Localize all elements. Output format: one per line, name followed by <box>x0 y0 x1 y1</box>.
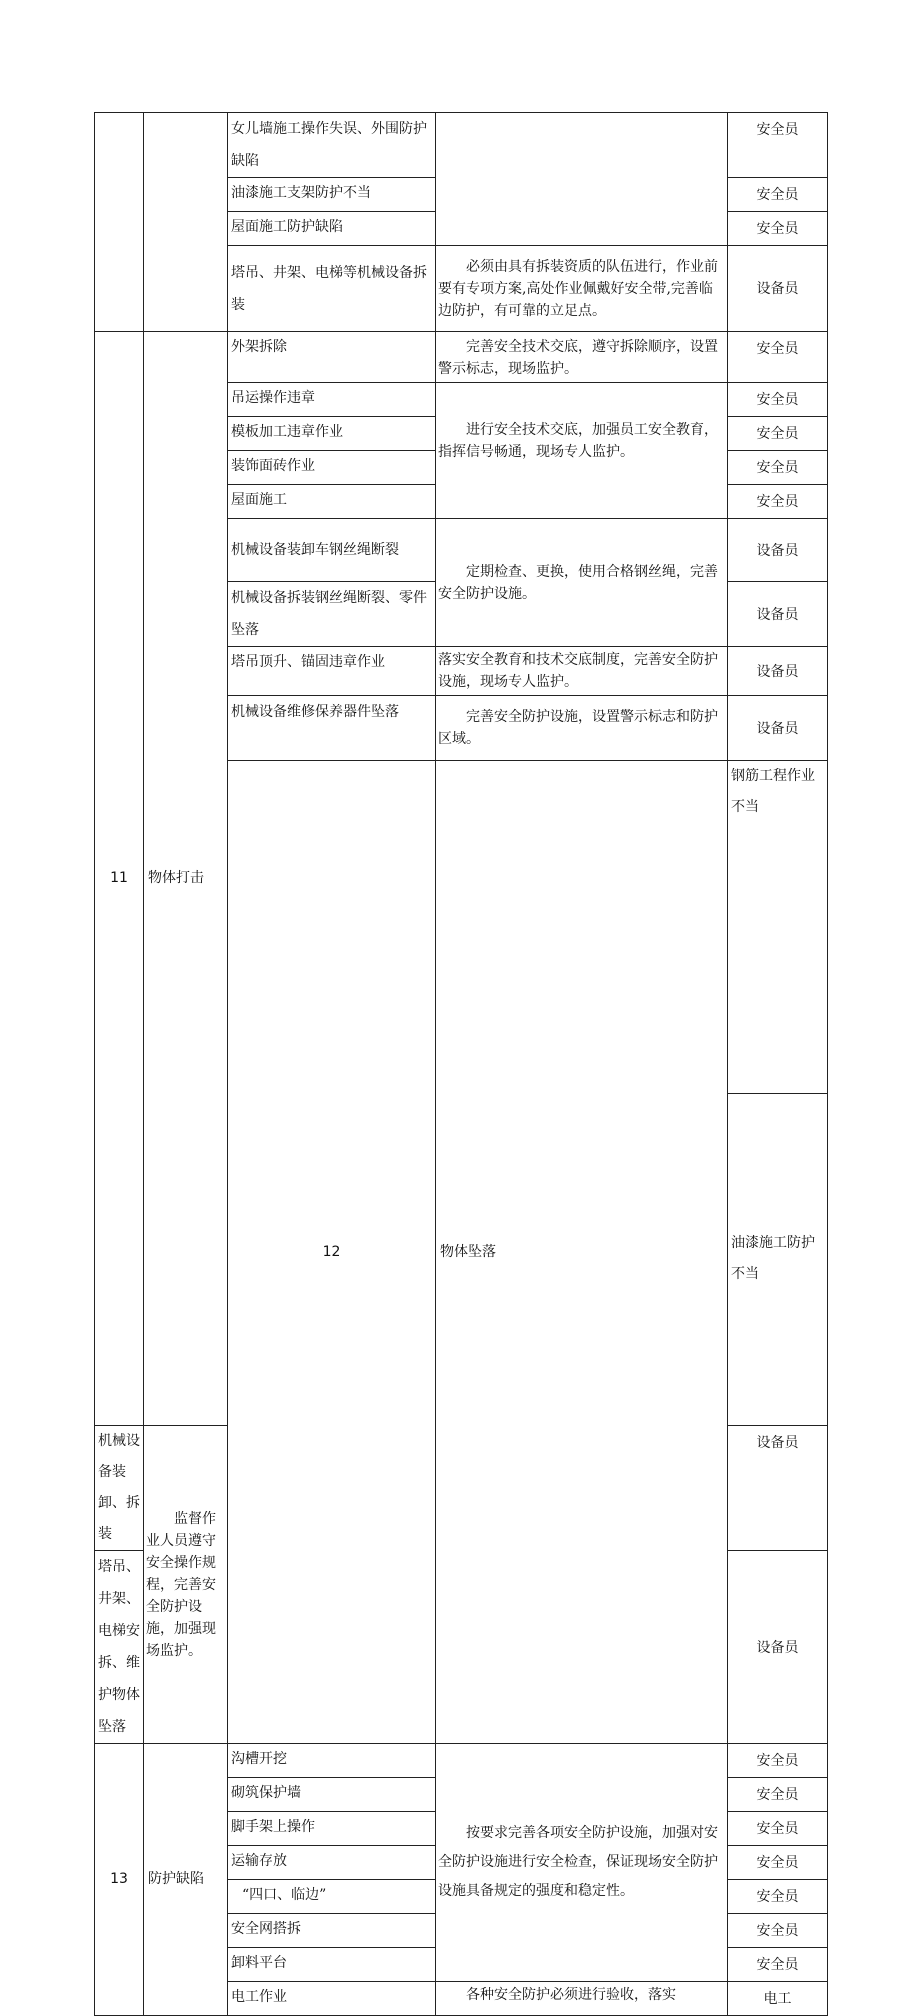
responsible-person: 安全员 <box>728 113 828 178</box>
category-cell <box>144 113 228 332</box>
hazard-item: 机械设备拆装钢丝绳断裂、零件坠落 <box>228 582 436 647</box>
hazard-item: 油漆施工防护不当 <box>728 1093 828 1426</box>
hazard-item: 运输存放 <box>228 1846 436 1880</box>
responsible-person: 设备员 <box>728 696 828 761</box>
control-measure: 落实安全教育和技术交底制度，完善安全防护设施，现场专人监护。 <box>436 647 728 696</box>
hazard-item: 机械设备装卸、拆装 <box>95 1426 144 1551</box>
responsible-person: 设备员 <box>728 1426 828 1551</box>
table-row <box>95 113 828 178</box>
hazard-item: 屋面施工防护缺陷 <box>228 212 436 246</box>
row-number: 13 <box>95 1744 144 2016</box>
responsible-person: 安全员 <box>728 332 828 383</box>
responsible-person: 安全员 <box>728 212 828 246</box>
responsible-person: 安全员 <box>728 1744 828 1778</box>
responsible-person: 电工 <box>728 1982 828 2016</box>
hazard-item: 吊运操作违章 <box>228 383 436 417</box>
hazard-item: 机械设备装卸车钢丝绳断裂 <box>228 519 436 582</box>
hazard-item: 砌筑保护墙 <box>228 1778 436 1812</box>
responsible-person: 安全员 <box>728 1914 828 1948</box>
hazard-item: 卸料平台 <box>228 1948 436 1982</box>
measure-cell <box>436 113 728 246</box>
control-measure: 各种安全防护必须进行验收，落实 <box>436 1982 728 2016</box>
hazard-item: 机械设备维修保养器件坠落 <box>228 696 436 761</box>
responsible-person: 设备员 <box>728 582 828 647</box>
responsible-person: 安全员 <box>728 383 828 417</box>
control-measure: 按要求完善各项安全防护设施，加强对安全防护设施进行安全检查，保证现场安全防护设施具备规定的强度和稳定性。 <box>436 1744 728 1982</box>
responsible-person: 安全员 <box>728 485 828 519</box>
row-number: 11 <box>95 332 144 1426</box>
hazard-category: 物体坠落 <box>436 761 728 1744</box>
control-measure: 完善安全技术交底，遵守拆除顺序，设置警示标志，现场监护。 <box>436 332 728 383</box>
responsible-person: 安全员 <box>728 1846 828 1880</box>
hazard-item: “四口、临边” <box>228 1880 436 1914</box>
responsible-person: 安全员 <box>728 417 828 451</box>
responsible-person: 设备员 <box>728 647 828 696</box>
responsible-person: 安全员 <box>728 451 828 485</box>
hazard-item: 钢筋工程作业不当 <box>728 761 828 1094</box>
hazard-item: 塔吊顶升、锚固违章作业 <box>228 647 436 696</box>
control-measure: 监督作业人员遵守安全操作规程，完善安全防护设施，加强现场监护。 <box>144 1426 228 1744</box>
responsible-person: 安全员 <box>728 1778 828 1812</box>
hazard-category: 防护缺陷 <box>144 1744 228 2016</box>
hazard-item: 塔吊、井架、电梯安拆、维护物体坠落 <box>95 1551 144 1744</box>
responsible-person: 安全员 <box>728 178 828 212</box>
control-measure: 定期检查、更换，使用合格钢丝绳，完善安全防护设施。 <box>436 519 728 647</box>
hazard-control-table <box>94 112 828 2016</box>
responsible-person: 安全员 <box>728 1948 828 1982</box>
hazard-item: 沟槽开挖 <box>228 1744 436 1778</box>
control-measure: 完善安全防护设施，设置警示标志和防护区域。 <box>436 696 728 761</box>
hazard-item: 屋面施工 <box>228 485 436 519</box>
row-number: 12 <box>228 761 436 1744</box>
hazard-item: 女儿墙施工操作失误、外围防护缺陷 <box>228 113 436 178</box>
hazard-item: 电工作业 <box>228 1982 436 2016</box>
hazard-category: 物体打击 <box>144 332 228 1426</box>
hazard-item: 塔吊、井架、电梯等机械设备拆装 <box>228 246 436 332</box>
responsible-person: 设备员 <box>728 246 828 332</box>
hazard-item: 脚手架上操作 <box>228 1812 436 1846</box>
hazard-item: 装饰面砖作业 <box>228 451 436 485</box>
hazard-item: 模板加工违章作业 <box>228 417 436 451</box>
hazard-item: 安全网搭拆 <box>228 1914 436 1948</box>
responsible-person: 安全员 <box>728 1812 828 1846</box>
number-cell <box>95 113 144 332</box>
responsible-person: 安全员 <box>728 1880 828 1914</box>
responsible-person: 设备员 <box>728 1551 828 1744</box>
responsible-person: 设备员 <box>728 519 828 582</box>
control-measure: 进行安全技术交底，加强员工安全教育，指挥信号畅通，现场专人监护。 <box>436 383 728 519</box>
control-measure: 必须由具有拆装资质的队伍进行，作业前要有专项方案,高处作业佩戴好安全带,完善临边防护，有可靠的立足点。 <box>436 246 728 332</box>
table-row <box>95 1744 828 1778</box>
hazard-item: 油漆施工支架防护不当 <box>228 178 436 212</box>
hazard-item: 外架拆除 <box>228 332 436 383</box>
table-row <box>95 332 828 383</box>
